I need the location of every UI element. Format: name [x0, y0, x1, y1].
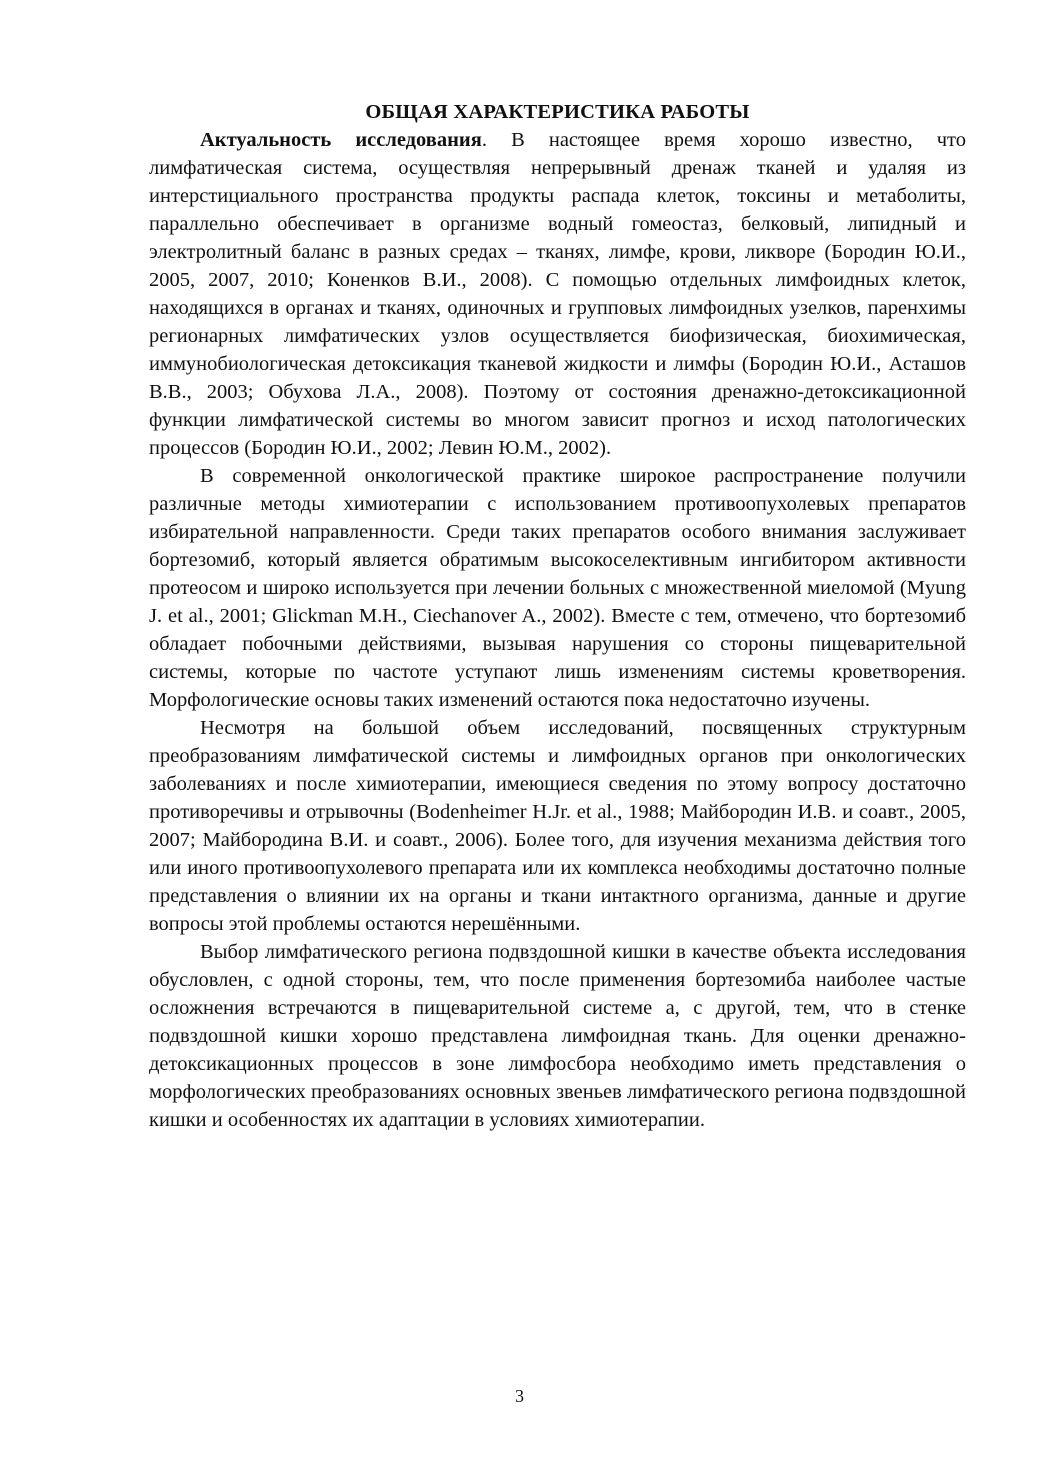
paragraph-region-choice: Выбор лимфатического региона подвздошной кишки в качестве объекта исследования обусловлен, с одной стороны, тем, что после применения бортезомиба наиболее частые осложнения встречаются в пищеварительной системе а, с другой, тем, что в стенке подвздошной кишки хорошо представлена лимфоидная ткань. Для оценки дренажно-детоксикационных процессов в зоне лимфосбора необходимо иметь представления о морфологических преобразованиях основных звеньев лимфатического региона подвздошной кишки и особенностях их адаптации в условиях химиотерапии.: [149, 941, 966, 1131]
page-number: 3: [515, 1386, 524, 1406]
paragraph-oncology-practice: В современной онкологической практике широкое распространение получили различные методы химиотерапии с использованием противоопухолевых препаратов избирательной направленности. Среди таких препаратов особого внимания заслуживает бортезомиб, который является обратимым высокоселективным ингибитором активности протеосом и широко используется при лечении больных с множественной миеломой (Myung J. et al., 2001; Glickman M.H., Ciechanover A., 2002). Вместе с тем, отмечено, что бортезомиб обладает побочными действиями, вызывая нарушения со стороны пищеварительной системы, которые по частоте уступают лишь изменениям системы кроветворения. Морфологические основы таких изменений остаются пока недостаточно изучены.: [149, 465, 966, 711]
section-title: ОБЩАЯ ХАРАКТЕРИСТИКА РАБОТЫ: [365, 101, 750, 123]
paragraph-text: . В настоящее время хорошо известно, что лимфатическая система, осуществляя непрерывный дренаж тканей и удаляя из интерстициального пространства продукты распада клеток, токсины и метаболиты, параллельно обеспечивает в организме водный гомеостаз, белковый, липидный и электролитный баланс в разных средах – тканях, лимфе, крови, ликворе (Бородин Ю.И., 2005, 2007, 2010; Коненков В.И., 2008). С помощью отдельных лимфоидных клеток, находящихся в органах и тканях, одиночных и групповых лимфоидных узелков, паренхимы регионарных лимфатических узлов осуществляется биофизическая, биохимическая, иммунобиологическая детоксикация тканевой жидкости и лимфы (Бородин Ю.И., Асташов В.В., 2003; Обухова Л.А., 2008). Поэтому от состояния дренажно-детоксикационной функции лимфатической системы во многом зависит прогноз и исход патологических процессов (Бородин Ю.И., 2002; Левин Ю.М., 2002).: [149, 129, 966, 459]
document-page: [149, 98, 966, 1134]
paragraph-relevance: [149, 126, 966, 462]
paragraph-lead-heading: Актуальность исследования: [200, 129, 482, 151]
paragraph-research-gaps: Несмотря на большой объем исследований, посвященных структурным преобразованиям лимфатической системы и лимфоидных органов при онкологических заболеваниях и после химиотерапии, имеющиеся сведения по этому вопросу достаточно противоречивы и отрывочны (Bodenheimer H.Jr. et al., 1988; Майбородин И.В. и соавт., 2005, 2007; Майбородина В.И. и соавт., 2006). Более того, для изучения механизма действия того или иного противоопухолевого препарата или их комплекса необходимы достаточно полные представления о влиянии их на органы и ткани интактного организма, данные и другие вопросы этой проблемы остаются нерешёнными.: [149, 717, 966, 935]
